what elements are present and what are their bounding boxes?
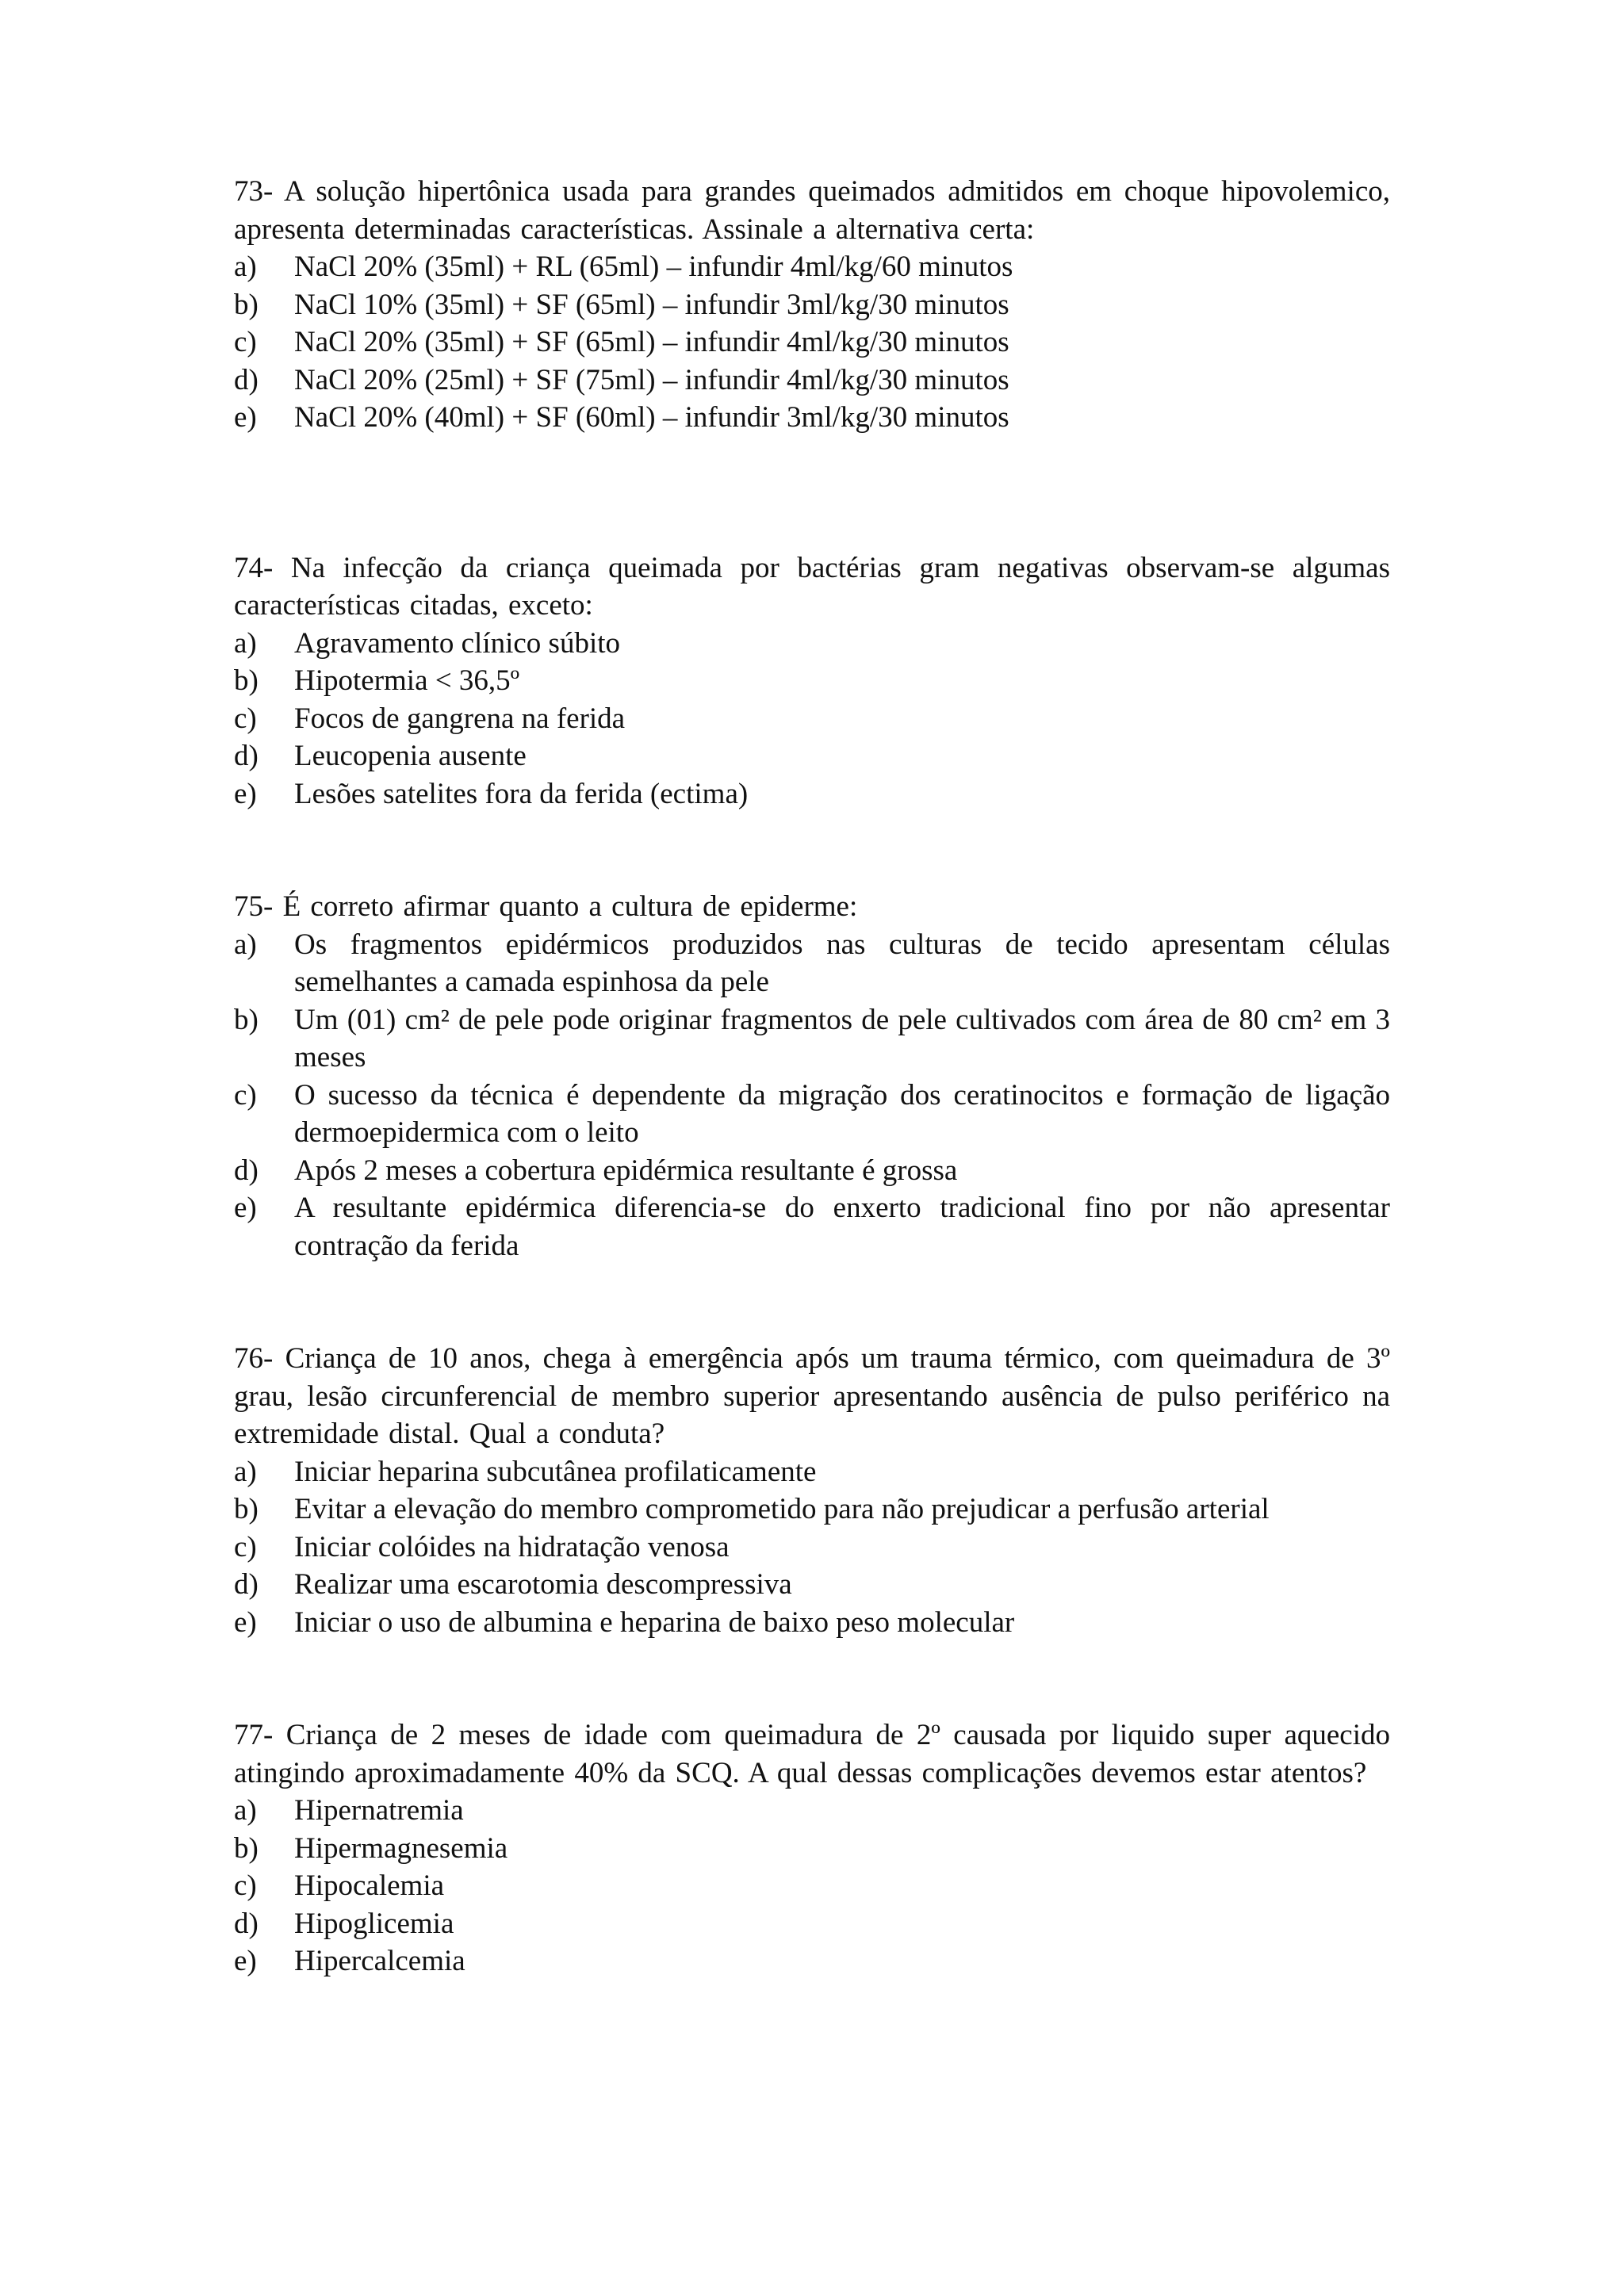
option-e: [234, 1189, 1390, 1265]
option-e: [234, 399, 1390, 437]
option-letter: d): [234, 363, 259, 396]
option-c: [234, 323, 1390, 362]
option-letter: a): [234, 251, 257, 283]
option-text: Agravamento clínico súbito: [294, 626, 621, 660]
option-b: [234, 1830, 1390, 1868]
options-list: [234, 1453, 1390, 1642]
option-text: NaCl 20% (35ml) + RL (65ml) – infundir 4ml/kg/60 minutos: [294, 251, 1013, 283]
option-d: [234, 362, 1390, 400]
option-letter: e): [234, 1605, 257, 1639]
option-text: Iniciar heparina subcutânea profilaticamente: [294, 1455, 817, 1488]
option-letter: a): [234, 626, 257, 660]
options-list: [234, 625, 1390, 813]
option-letter: c): [234, 702, 257, 735]
option-text: Iniciar o uso de albumina e heparina de baixo peso molecular: [294, 1605, 1015, 1639]
option-d: [234, 1566, 1390, 1604]
option-text: NaCl 20% (25ml) + SF (75ml) – infundir 4ml/kg/30 minutos: [294, 363, 1009, 396]
option-b: [234, 1001, 1390, 1077]
option-letter: b): [234, 1831, 259, 1865]
option-b: [234, 662, 1390, 700]
option-text: O sucesso da técnica é dependente da migração dos ceratinocitos e formação de ligação dermoepidermica com o leito: [294, 1078, 1390, 1149]
option-letter: a): [234, 1455, 257, 1488]
question-stem: 73- A solução hipertônica usada para grandes queimados admitidos em choque hipovolemico, apresenta determinadas características. Assinale a alternativa certa:: [234, 175, 1390, 246]
option-a: [234, 248, 1390, 286]
option-text: Os fragmentos epidérmicos produzidos nas culturas de tecido apresentam células semelhantes a camada espinhosa da pele: [294, 928, 1390, 998]
option-text: Hipoglicemia: [294, 1907, 454, 1940]
option-c: [234, 1077, 1390, 1152]
option-letter: c): [234, 1869, 257, 1902]
option-letter: d): [234, 740, 259, 772]
option-a: [234, 926, 1390, 1001]
option-letter: d): [234, 1154, 259, 1187]
option-letter: c): [234, 1078, 257, 1112]
option-text: Leucopenia ausente: [294, 740, 527, 772]
option-letter: a): [234, 1794, 257, 1827]
question-stem: 74- Na infecção da criança queimada por bactérias gram negativas observam-se algumas características citadas, exceto:: [234, 551, 1390, 622]
option-text: Hipotermia < 36,5º: [294, 664, 520, 697]
option-text: NaCl 20% (40ml) + SF (60ml) – infundir 3ml/kg/30 minutos: [294, 401, 1009, 434]
option-text: Hipermagnesemia: [294, 1831, 508, 1865]
option-e: [234, 775, 1390, 813]
option-letter: b): [234, 1493, 259, 1525]
option-letter: b): [234, 664, 259, 697]
question-73: [234, 173, 1390, 437]
option-text: A resultante epidérmica diferencia-se do enxerto tradicional fino por não apresentar contração da ferida: [294, 1192, 1390, 1262]
options-list: [234, 248, 1390, 437]
option-letter: e): [234, 777, 257, 810]
question-76: [234, 1340, 1390, 1641]
option-text: Lesões satelites fora da ferida (ectima): [294, 777, 749, 810]
question-stem: 75- É correto afirmar quanto a cultura de epiderme:: [234, 890, 858, 923]
option-text: Hipernatremia: [294, 1794, 464, 1827]
options-list: [234, 926, 1390, 1265]
option-text: Iniciar colóides na hidratação venosa: [294, 1530, 730, 1563]
option-text: NaCl 20% (35ml) + SF (65ml) – infundir 4ml/kg/30 minutos: [294, 326, 1009, 358]
option-text: Evitar a elevação do membro comprometido para não prejudicar a perfusão arterial: [294, 1493, 1270, 1525]
option-d: [234, 1905, 1390, 1943]
option-e: [234, 1942, 1390, 1980]
option-c: [234, 700, 1390, 738]
exam-page: [234, 173, 1390, 1980]
option-letter: d): [234, 1907, 259, 1940]
option-text: Hipercalcemia: [294, 1945, 465, 1977]
option-letter: c): [234, 1530, 257, 1563]
question-77: [234, 1716, 1390, 1980]
option-a: [234, 1792, 1390, 1830]
option-text: Focos de gangrena na ferida: [294, 702, 626, 735]
option-letter: e): [234, 1192, 257, 1224]
option-c: [234, 1529, 1390, 1567]
option-b: [234, 1490, 1390, 1529]
option-text: Após 2 meses a cobertura epidérmica resultante é grossa: [294, 1154, 958, 1187]
option-text: Um (01) cm² de pele pode originar fragmentos de pele cultivados com área de 80 cm² em 3 meses: [294, 1003, 1390, 1073]
option-text: NaCl 10% (35ml) + SF (65ml) – infundir 3ml/kg/30 minutos: [294, 288, 1009, 321]
question-75: [234, 888, 1390, 1265]
option-d: [234, 737, 1390, 775]
option-e: [234, 1604, 1390, 1642]
option-d: [234, 1152, 1390, 1190]
option-a: [234, 625, 1390, 663]
question-74: [234, 549, 1390, 813]
option-letter: e): [234, 1945, 257, 1977]
option-letter: b): [234, 1003, 259, 1036]
option-text: Realizar uma escarotomia descompressiva: [294, 1568, 792, 1601]
question-stem: 76- Criança de 10 anos, chega à emergência após um trauma térmico, com queimadura de 3º grau, lesão circunferencial de membro superior apresentando ausência de pulso periférico na extremidade distal. Qual a conduta?: [234, 1342, 1390, 1450]
question-stem: 77- Criança de 2 meses de idade com queimadura de 2º causada por liquido super aquecido atingindo aproximadamente 40% da SCQ. A qual dessas complicações devemos estar atentos?: [234, 1719, 1390, 1789]
option-letter: a): [234, 928, 257, 961]
option-letter: e): [234, 401, 257, 434]
option-letter: d): [234, 1568, 259, 1601]
options-list: [234, 1792, 1390, 1980]
option-c: [234, 1867, 1390, 1905]
option-b: [234, 286, 1390, 324]
option-letter: c): [234, 326, 257, 358]
option-letter: b): [234, 288, 259, 321]
option-a: [234, 1453, 1390, 1491]
option-text: Hipocalemia: [294, 1869, 445, 1902]
